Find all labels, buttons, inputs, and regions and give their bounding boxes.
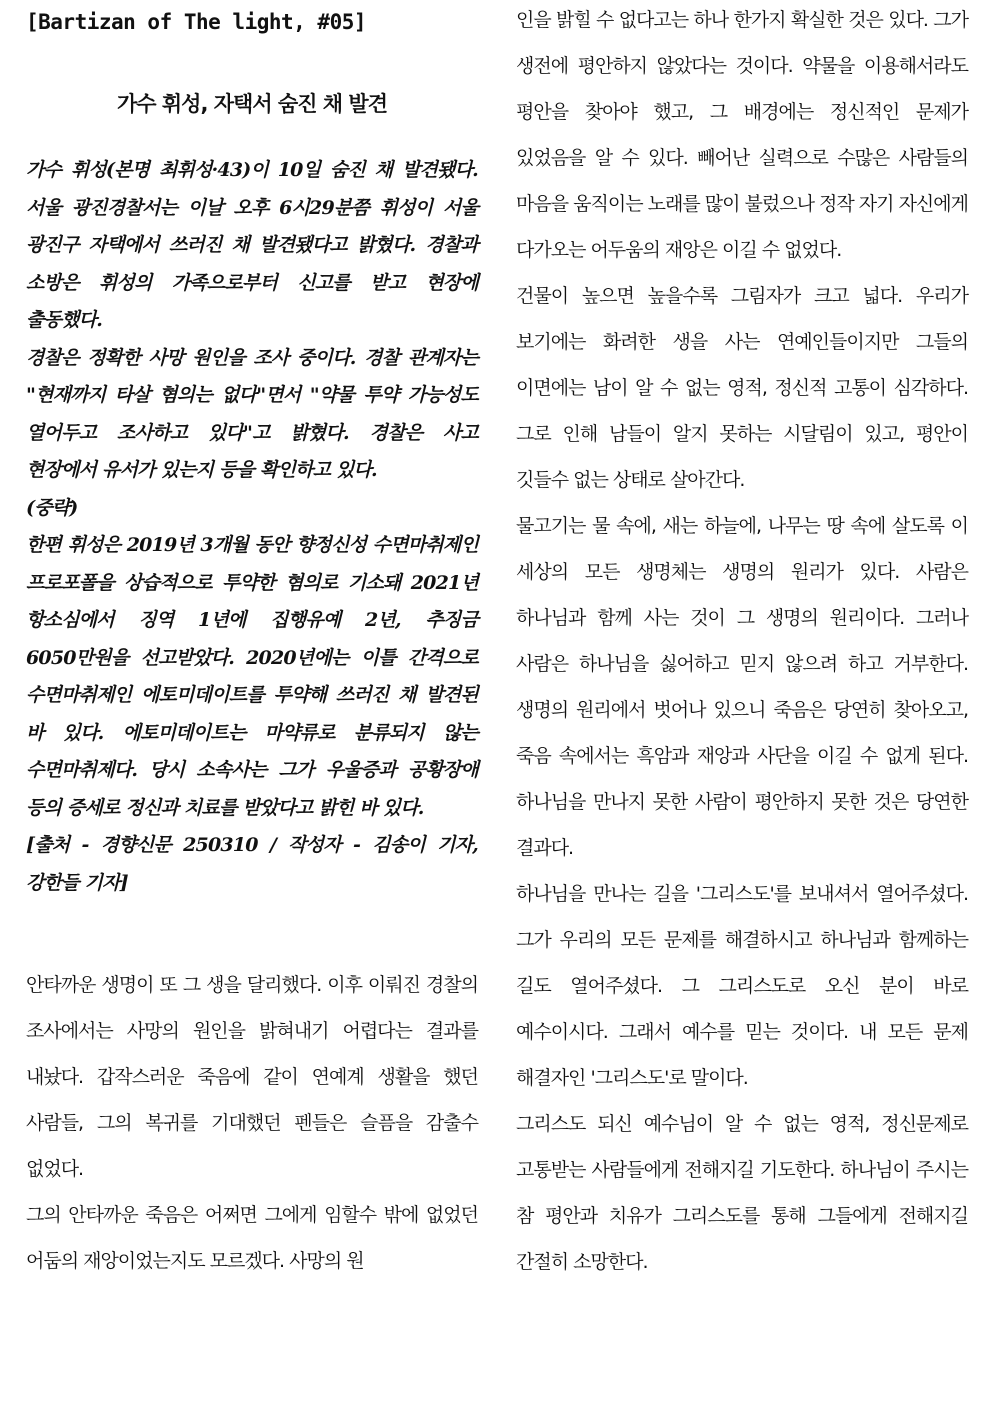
- news-paragraph: (중략): [26, 496, 78, 519]
- essay-paragraph: 안타까운 생명이 또 그 생을 달리했다. 이후 이뤄진 경찰의 조사에서는 사망의 원인을 밝혀내기 어렵다는 결과를 내놨다. 갑작스러운 죽음에 같이 연예계 생활을 했던 사람들, 그의 복귀를 기대했던 펜들은 슬픔을 감출수 없었다.: [26, 974, 478, 1180]
- news-paragraph: 경찰은 정확한 사망 원인을 조사 중이다. 경찰 관계자는 "현재까지 타살 혐의는 없다"면서 "약물 투약 가능성도 열어두고 조사하고 있다"고 밝혔다. 경찰은 사고 현장에서 유서가 있는지 등을 확인하고 있다.: [26, 346, 478, 481]
- essay-paragraph: 물고기는 물 속에, 새는 하늘에, 나무는 땅 속에 살도록 이 세상의 모든 생명체는 생명의 원리가 있다. 사람은 하나님과 함께 사는 것이 그 생명의 원리이다. 그러나 사람은 하나님을 싫어하고 믿지 않으려 하고 거부한다. 생명의 원리에서 벗어나 있으니 죽음은 당연히 찾아오고, 죽음 속에서는 흑암과 재앙과 사단을 이길 수 없게 된다. 하나님을 만나지 못한 사람이 평안하지 못한 것은 당연한 결과다.: [516, 515, 968, 859]
- essay-left: [26, 962, 478, 1284]
- left-column: [26, 0, 478, 1284]
- essay-paragraph: 인을 밝힐 수 없다고는 하나 한가지 확실한 것은 있다. 그가 생전에 평안하지 않았다는 것이다. 약물을 이용해서라도 평안을 찾아야 했고, 그 배경에는 정신적인 문제가 있었음을 알 수 있다. 빼어난 실력으로 수많은 사람들의 마음을 움직이는 노래를 많이 불렀으나 정작 자기 자신에게 다가오는 어두움의 재앙은 이길 수 없었다.: [516, 9, 968, 261]
- essay-paragraph: 그의 안타까운 죽음은 어쩌면 그에게 임할수 밖에 없었던 어둠의 재앙이었는지도 모르겠다. 사망의 원: [26, 1204, 478, 1272]
- series-title: [Bartizan of The light, #05]: [26, 10, 367, 34]
- essay-right: [516, 0, 968, 1285]
- essay-paragraph: 그리스도 되신 예수님이 알 수 없는 영적, 정신문제로 고통받는 사람들에게 전해지길 기도한다. 하나님이 주시는 참 평안과 치유가 그리스도를 통해 그들에게 전해지길 간절히 소망한다.: [516, 1113, 968, 1273]
- article-headline: 가수 휘성, 자택서 숨진 채 발견: [117, 92, 387, 116]
- right-column: [516, 0, 968, 1285]
- essay-paragraph: 하나님을 만나는 길을 '그리스도'를 보내셔서 열어주셨다. 그가 우리의 모든 문제를 해결하시고 하나님과 함께하는 길도 열어주셨다. 그 그리스도로 오신 분이 바로 예수이시다. 그래서 예수를 믿는 것이다. 내 모든 문제 해결자인 '그리스도'로 말이다.: [516, 883, 968, 1089]
- news-paragraph: 가수 휘성(본명 최휘성·43)이 10일 숨진 채 발견됐다. 서울 광진경찰서는 이날 오후 6시29분쯤 휘성이 서울 광진구 자택에서 쓰러진 채 발견됐다고 밝혔다. 경찰과 소방은 휘성의 가족으로부터 신고를 받고 현장에 출동했다.: [26, 159, 478, 331]
- news-paragraph: 한편 휘성은 2019년 3개월 동안 향정신성 수면마취제인 프로포폴을 상습적으로 투약한 혐의로 기소돼 2021년 항소심에서 징역 1년에 집행유예 2년, 추징금 6050만원을 선고받았다. 2020년에는 이틀 간격으로 수면마취제인 에토미데이트를 투약해 쓰러진 채 발견된 바 있다. 에토미데이트는 마약류로 분류되지 않는 수면마취제다. 당시 소속사는 그가 우울증과 공황장애 등의 증세로 정신과 치료를 받았다고 밝힌 바 있다.: [26, 534, 478, 819]
- essay-paragraph: 건물이 높으면 높을수록 그림자가 크고 넓다. 우리가 보기에는 화려한 생을 사는 연예인들이지만 그들의 이면에는 남이 알 수 없는 영적, 정신적 고통이 심각하다. 그로 인해 남들이 알지 못하는 시달림이 있고, 평안이 깃들수 없는 상태로 살아간다.: [516, 285, 968, 491]
- news-source: [출처 - 경향신문 250310 / 작성자 - 김송이 기자, 강한들 기자]: [26, 834, 478, 894]
- news-quote: [26, 152, 478, 902]
